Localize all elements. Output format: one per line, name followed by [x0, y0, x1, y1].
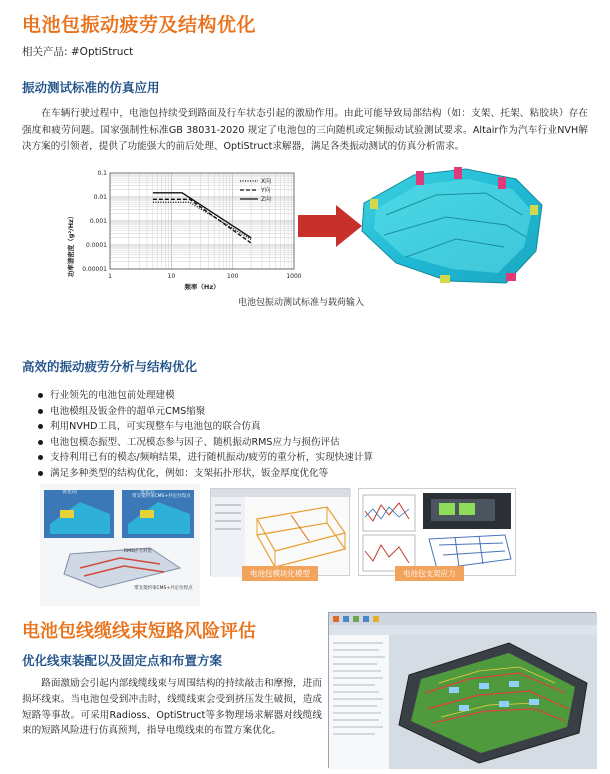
section3-paragraph: 路面激励会引起内部线缆线束与周围结构的持续敲击和摩擦，进而损坏线束。当电池包受到冲击时，线缆线束会受到挤压发生破损，造成短路等事故。可采用Radioss、OptiStruct等多物理场求解器对线缆线束的短路风险进行仿真预判，指导电缆线束的布置方案优化。	[22, 678, 322, 737]
list-item: 支持利用已有的模态/频响结果，进行随机振动/疲劳的重分析，实现快速计算	[38, 450, 478, 466]
bracket-stress-figure	[358, 488, 516, 576]
x-tick-label: 1000	[286, 273, 302, 280]
x-tick-label: 10	[167, 273, 176, 280]
psd-chart	[62, 165, 302, 295]
y-tick-label: 0.00001	[82, 266, 107, 273]
feature-list	[38, 388, 478, 482]
list-item: 电池模组及钣金件的超单元CMS缩聚	[38, 404, 478, 420]
cable-harness-software-screenshot	[328, 612, 596, 768]
related-product: 相关产品: #OptiStruct	[22, 46, 134, 58]
page-title: 电池包振动疲劳及结构优化	[22, 14, 257, 36]
fig-label-before: 优化前	[62, 489, 78, 495]
fig-label-cms-2: 带支架约束CMS+共定位焊点	[134, 586, 193, 591]
section3-subheading: 优化线束装配以及固定点和布置方案	[22, 653, 223, 668]
legend-label: X向	[261, 178, 272, 185]
chart-y-label: 功率谱密度（g²/Hz）	[67, 212, 75, 278]
section-heading-fatigue-optimization: 高效的振动疲劳分析与结构优化	[22, 359, 198, 374]
fig-label-after: 优化后	[140, 489, 156, 495]
fig-label-cms: 带支架约束CMS+共定位焊点	[132, 494, 191, 499]
modular-model-caption: 电池包模块化模型	[242, 566, 318, 581]
y-tick-label: 0.001	[89, 218, 107, 225]
modular-model-figure	[210, 488, 350, 576]
right-arrow-icon	[296, 205, 364, 247]
fig-label-rms: RMS应力对比	[124, 549, 152, 554]
battery-tray-model-image	[356, 165, 556, 293]
optimization-comparison-figure	[40, 484, 200, 606]
y-tick-label: 0.01	[93, 194, 107, 201]
legend-label: Y向	[261, 187, 271, 194]
chart-x-label: 频率（Hz）	[184, 283, 220, 291]
figure1-caption: 电池包振动测试标准与载荷输入	[238, 298, 365, 308]
list-item: 电池包模态振型、工况模态参与因子、随机振动RMS应力与损伤评估	[38, 435, 478, 451]
legend-label: Z向	[261, 196, 272, 203]
y-tick-label: 0.0001	[86, 242, 107, 249]
section-heading-vibration-standard: 振动测试标准的仿真应用	[22, 80, 160, 95]
section3-title: 电池包线缆线束短路风险评估	[22, 621, 256, 642]
section1-paragraph: 在车辆行驶过程中，电池包持续受到路面及行车状态引起的激励作用。由此可能导致局部结构（如：支架、托架、粘胶块）存在强度和疲劳问题。国家强制性标准GB 38031-2020 规定了电池包的三向随机或定频振动试验测试要求。Altair作为汽车行业NVH解决方案的引领者，提供了功能强大的前后处理、OptiStruct求解器，满足各类振动测试的仿真分析需求。	[22, 108, 588, 152]
list-item: 满足多种类型的结构优化，例如：支架拓扑形状，钣金厚度优化等	[38, 466, 478, 482]
list-item: 利用NVHD工具，可实现整车与电池包的联合仿真	[38, 419, 478, 435]
chart-lines	[153, 193, 251, 243]
x-tick-label: 100	[226, 273, 239, 280]
x-tick-label: 1	[108, 273, 112, 280]
y-tick-label: 0.1	[97, 170, 107, 177]
bracket-stress-caption: 电池包支架应力	[395, 566, 464, 581]
list-item: 行业领先的电池包前处理建模	[38, 388, 478, 404]
